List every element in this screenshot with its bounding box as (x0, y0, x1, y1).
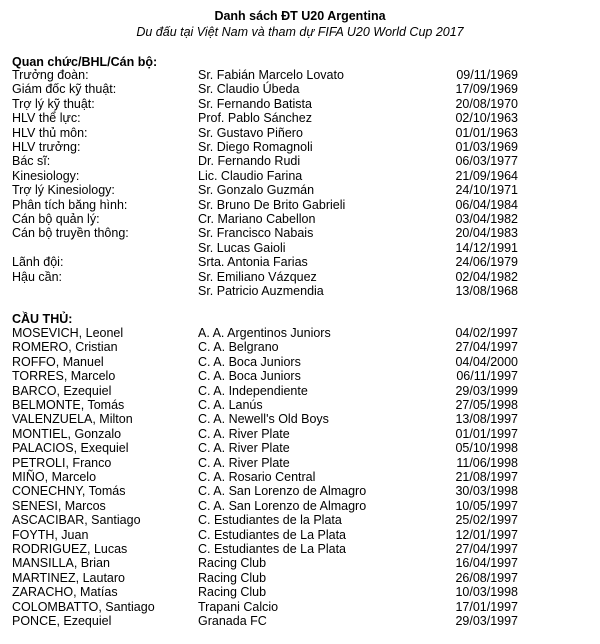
staff-name: Cr. Mariano Cabellon (198, 212, 316, 226)
player-name: TORRES, Marcelo (12, 369, 116, 384)
player-birthdate: 11/06/1998 (456, 455, 518, 470)
player-birthdate: 01/01/1997 (455, 426, 518, 441)
staff-name: Sr. Emiliano Vázquez (198, 269, 317, 284)
player-birthdate: 27/05/1998 (455, 398, 518, 412)
staff-birthdate: 06/03/1977 (455, 154, 518, 169)
player-row (0, 369, 600, 383)
player-name: MONTIEL, Gonzalo (12, 426, 122, 441)
player-birthdate: 05/10/1998 (455, 441, 518, 456)
player-row (0, 528, 600, 542)
player-row (0, 384, 600, 398)
staff-birthdate: 09/11/1969 (456, 68, 518, 82)
player-birthdate: 04/02/1997 (455, 326, 518, 340)
player-row (0, 427, 600, 441)
player-club: C. A. River Plate (198, 426, 290, 441)
player-name: ROMERO, Cristian (12, 340, 118, 355)
staff-role: HLV trưởng: (12, 140, 81, 154)
staff-birthdate: 21/09/1964 (455, 168, 518, 183)
staff-role: HLV thể lực: (12, 111, 81, 126)
player-name: ROFFO, Manuel (12, 354, 104, 369)
player-birthdate: 10/03/1998 (455, 585, 518, 600)
document-title: Danh sách ĐT U20 Argentina (214, 9, 386, 23)
staff-name: Sr. Francisco Nabais (198, 226, 314, 241)
staff-name: Sr. Bruno De Brito Gabrieli (198, 197, 346, 212)
player-row (0, 499, 600, 513)
player-birthdate: 27/04/1997 (455, 542, 518, 556)
player-club: Racing Club (198, 556, 267, 571)
player-club: Trapani Calcio (198, 599, 279, 614)
staff-name: Sr. Fernando Batista (198, 96, 312, 111)
player-club: C. A. Boca Juniors (198, 354, 301, 369)
player-club: Granada FC (198, 614, 267, 628)
staff-name: Prof. Pablo Sánchez (198, 111, 312, 126)
staff-role: Giám đốc kỹ thuật: (12, 82, 117, 97)
player-row (0, 456, 600, 470)
player-club: Racing Club (198, 570, 267, 585)
player-row (0, 614, 600, 628)
player-row (0, 398, 600, 412)
staff-role: Lãnh đội: (12, 255, 64, 270)
staff-row (0, 255, 600, 269)
player-birthdate: 26/08/1997 (455, 570, 518, 585)
staff-row (0, 198, 600, 212)
player-row (0, 542, 600, 556)
player-birthdate: 27/04/1997 (455, 340, 518, 355)
staff-birthdate: 13/08/1968 (455, 284, 518, 298)
player-name: VALENZUELA, Milton (12, 412, 133, 427)
player-birthdate: 16/04/1997 (455, 556, 518, 571)
staff-birthdate: 20/04/1983 (455, 226, 518, 241)
player-row (0, 340, 600, 354)
staff-role: Phân tích băng hình: (12, 197, 128, 212)
player-club: C. A. Newell's Old Boys (198, 412, 329, 427)
player-birthdate: 12/01/1997 (455, 527, 518, 542)
player-row (0, 441, 600, 455)
staff-name: Sr. Diego Romagnoli (198, 140, 313, 154)
staff-row (0, 126, 600, 140)
player-name: ZARACHO, Matías (12, 585, 118, 600)
player-birthdate: 06/11/1997 (456, 369, 518, 384)
player-name: SENESI, Marcos (12, 498, 106, 513)
staff-role: Hậu cần: (12, 269, 63, 284)
staff-role: Kinesiology: (12, 168, 80, 183)
player-name: MARTINEZ, Lautaro (12, 570, 126, 585)
player-club: C. A. Lanús (198, 398, 263, 412)
staff-birthdate: 17/09/1969 (455, 82, 518, 97)
staff-row (0, 68, 600, 82)
player-club: C. Estudiantes de la Plata (198, 513, 342, 528)
player-name: PALACIOS, Exequiel (12, 441, 129, 456)
staff-row (0, 226, 600, 240)
player-club: C. A. San Lorenzo de Almagro (198, 484, 367, 499)
player-birthdate: 21/08/1997 (455, 470, 518, 484)
staff-role: Cán bộ quản lý: (12, 212, 100, 226)
staff-birthdate: 24/06/1979 (455, 255, 518, 270)
player-name: MOSEVICH, Leonel (12, 326, 124, 340)
staff-name: Sr. Fabián Marcelo Lovato (198, 68, 344, 82)
staff-birthdate: 03/04/1982 (455, 212, 518, 226)
staff-name: Srta. Antonia Farias (198, 255, 308, 270)
player-name: BELMONTE, Tomás (12, 398, 125, 412)
player-row (0, 513, 600, 527)
staff-name: Sr. Gonzalo Guzmán (198, 183, 315, 198)
staff-birthdate: 14/12/1991 (455, 240, 518, 255)
player-birthdate: 10/05/1997 (455, 498, 518, 513)
player-row (0, 326, 600, 340)
player-name: ASCACIBAR, Santiago (12, 513, 141, 528)
document-subtitle: Du đấu tại Việt Nam và tham dự FIFA U20 World Cup 2017 (136, 25, 464, 39)
staff-row (0, 270, 600, 284)
staff-row (0, 241, 600, 255)
player-birthdate: 17/01/1997 (455, 599, 518, 614)
staff-row (0, 169, 600, 183)
staff-row (0, 284, 600, 298)
staff-name: Dr. Fernando Rudi (198, 154, 301, 169)
staff-row (0, 212, 600, 226)
player-row (0, 585, 600, 599)
staff-birthdate: 02/10/1963 (455, 111, 518, 126)
player-club: C. A. River Plate (198, 455, 290, 470)
player-name: FOYTH, Juan (12, 527, 89, 542)
staff-row (0, 97, 600, 111)
player-club: C. A. Boca Juniors (198, 369, 301, 384)
staff-role: Cán bộ truyền thông: (12, 226, 129, 241)
player-name: COLOMBATTO, Santiago (12, 599, 155, 614)
player-club: C. A. San Lorenzo de Almagro (198, 498, 367, 513)
player-name: PONCE, Ezequiel (12, 614, 112, 628)
player-birthdate: 30/03/1998 (455, 484, 518, 499)
player-birthdate: 25/02/1997 (455, 513, 518, 528)
player-birthdate: 13/08/1997 (455, 412, 518, 427)
staff-row (0, 111, 600, 125)
players-section-heading: CẦU THỦ: (12, 312, 73, 326)
player-club: C. A. River Plate (198, 441, 290, 456)
player-name: CONECHNY, Tomás (12, 484, 126, 499)
staff-birthdate: 01/01/1963 (455, 125, 518, 140)
player-row (0, 571, 600, 585)
staff-name: Sr. Lucas Gaioli (198, 240, 286, 255)
staff-birthdate: 06/04/1984 (455, 197, 518, 212)
staff-name: Lic. Claudio Farina (198, 168, 303, 183)
player-row (0, 556, 600, 570)
player-name: PETROLI, Franco (12, 455, 112, 470)
player-birthdate: 29/03/1999 (455, 383, 518, 398)
player-row (0, 600, 600, 614)
staff-row (0, 140, 600, 154)
staff-role: Trưởng đoàn: (12, 68, 89, 82)
staff-name: Sr. Gustavo Piñero (198, 125, 303, 140)
player-name: MIÑO, Marcelo (12, 470, 97, 484)
player-club: A. A. Argentinos Juniors (198, 326, 331, 340)
player-row (0, 355, 600, 369)
staff-role: HLV thủ môn: (12, 125, 88, 140)
staff-birthdate: 20/08/1970 (455, 96, 518, 111)
staff-row (0, 183, 600, 197)
staff-birthdate: 01/03/1969 (455, 140, 518, 154)
staff-row (0, 82, 600, 96)
staff-birthdate: 02/04/1982 (455, 269, 518, 284)
staff-row (0, 154, 600, 168)
staff-role: Trợ lý Kinesiology: (12, 183, 115, 198)
player-club: C. Estudiantes de La Plata (198, 542, 347, 556)
player-row (0, 470, 600, 484)
player-row (0, 412, 600, 426)
player-club: C. A. Independiente (198, 383, 308, 398)
player-club: C. A. Rosario Central (198, 470, 316, 484)
player-name: RODRIGUEZ, Lucas (12, 542, 128, 556)
player-birthdate: 04/04/2000 (455, 354, 518, 369)
staff-name: Sr. Patricio Auzmendia (198, 284, 324, 298)
player-name: BARCO, Ezequiel (12, 383, 112, 398)
staff-role: Trợ lý kỹ thuật: (12, 96, 95, 111)
player-row (0, 484, 600, 498)
staff-section-heading: Quan chức/BHL/Cán bộ: (12, 55, 158, 69)
player-name: MANSILLA, Brian (12, 556, 110, 571)
player-club: Racing Club (198, 585, 267, 600)
player-club: C. Estudiantes de La Plata (198, 527, 347, 542)
player-club: C. A. Belgrano (198, 340, 279, 355)
player-birthdate: 29/03/1997 (455, 614, 518, 628)
staff-birthdate: 24/10/1971 (455, 183, 518, 198)
staff-name: Sr. Claudio Úbeda (198, 82, 300, 97)
staff-role: Bác sĩ: (12, 154, 51, 169)
